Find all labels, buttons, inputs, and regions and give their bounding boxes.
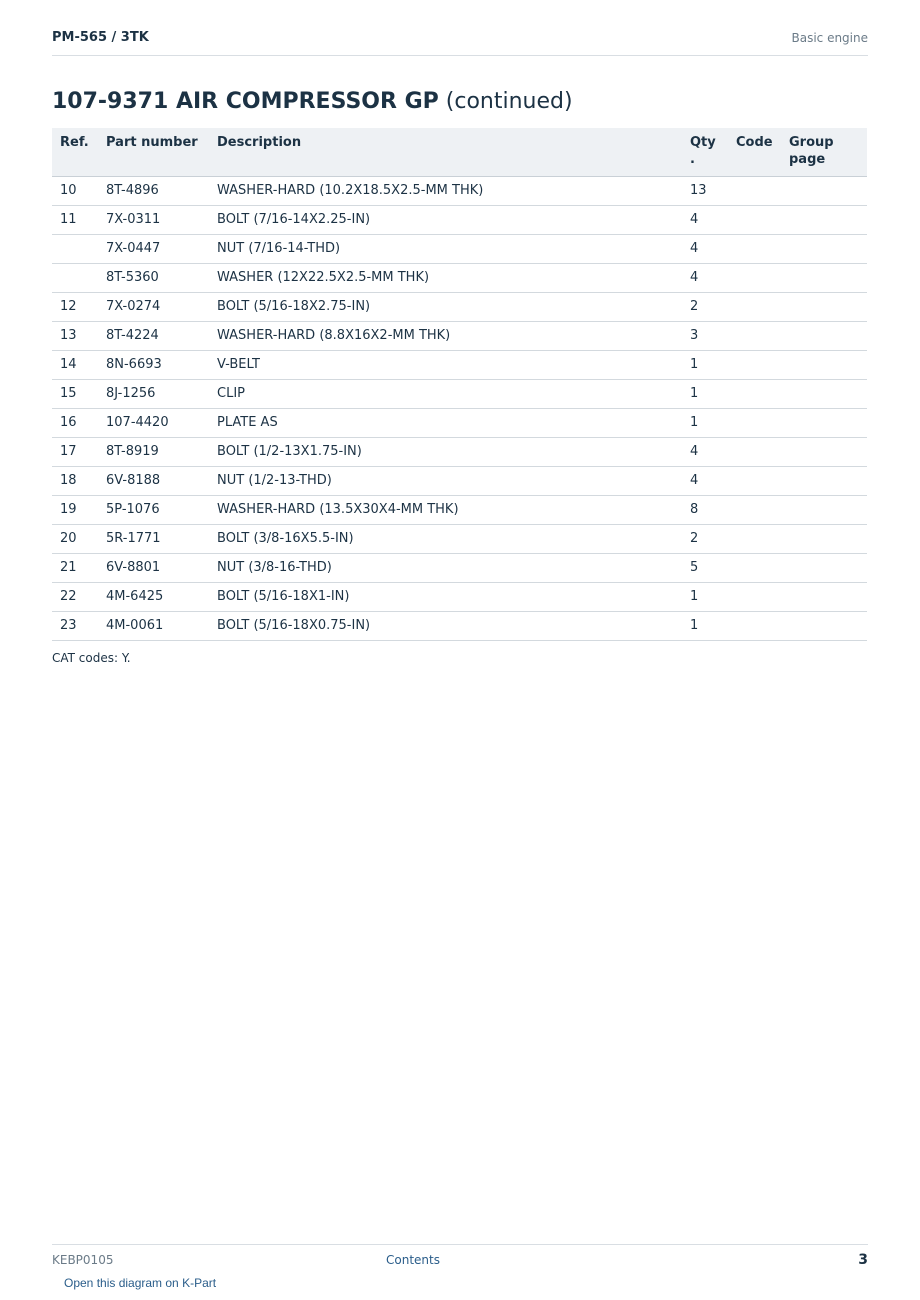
qty-cell: 4 (682, 234, 728, 263)
part-number-cell: 8T-4224 (98, 321, 209, 350)
footer-document-code: KEBP0105 (52, 1253, 114, 1267)
table-row (52, 292, 867, 321)
qty-cell: 3 (682, 321, 728, 350)
qty-cell: 4 (682, 205, 728, 234)
group-page-cell (781, 321, 867, 350)
description-cell: WASHER (12X22.5X2.5-MM THK) (209, 263, 682, 292)
description-cell: CLIP (209, 379, 682, 408)
qty-cell: 2 (682, 292, 728, 321)
group-page-cell (781, 379, 867, 408)
code-cell (728, 292, 781, 321)
table-row (52, 524, 867, 553)
open-diagram-link[interactable]: Open this diagram on K-Part (64, 1276, 217, 1290)
part-number-cell: 6V-8801 (98, 553, 209, 582)
ref-cell: 16 (52, 408, 98, 437)
table-row (52, 466, 867, 495)
code-cell (728, 466, 781, 495)
assembly-title: 107-9371 AIR COMPRESSOR GP (52, 89, 439, 114)
ref-cell: 19 (52, 495, 98, 524)
ref-cell: 22 (52, 582, 98, 611)
part-number-cell: 107-4420 (98, 408, 209, 437)
table-row (52, 611, 867, 640)
table-header-row (52, 128, 867, 176)
ref-cell (52, 263, 98, 292)
group-page-cell (781, 292, 867, 321)
part-number-cell: 4M-0061 (98, 611, 209, 640)
code-cell (728, 611, 781, 640)
qty-cell: 1 (682, 379, 728, 408)
code-cell (728, 263, 781, 292)
group-page-cell (781, 437, 867, 466)
code-cell (728, 408, 781, 437)
description-cell: WASHER-HARD (8.8X16X2-MM THK) (209, 321, 682, 350)
table-row (52, 263, 867, 292)
part-number-cell: 8J-1256 (98, 379, 209, 408)
table-row (52, 553, 867, 582)
column-header-code: Code (728, 128, 781, 176)
part-number-cell: 6V-8188 (98, 466, 209, 495)
code-cell (728, 379, 781, 408)
contents-link[interactable]: Contents (386, 1253, 440, 1267)
table-row (52, 321, 867, 350)
table-row (52, 408, 867, 437)
group-page-cell (781, 611, 867, 640)
column-header-qty: Qty . (682, 128, 728, 176)
group-page-cell (781, 263, 867, 292)
table-row (52, 176, 867, 205)
code-cell (728, 350, 781, 379)
group-page-cell (781, 553, 867, 582)
code-cell (728, 205, 781, 234)
qty-cell: 8 (682, 495, 728, 524)
group-page-cell (781, 495, 867, 524)
parts-table (52, 128, 867, 641)
group-page-cell (781, 176, 867, 205)
description-cell: NUT (7/16-14-THD) (209, 234, 682, 263)
table-row (52, 234, 867, 263)
column-header-group-page: Group page (781, 128, 867, 176)
ref-cell (52, 234, 98, 263)
description-cell: NUT (3/8-16-THD) (209, 553, 682, 582)
table-body (52, 176, 867, 640)
footer-divider (52, 1244, 868, 1245)
ref-cell: 23 (52, 611, 98, 640)
part-number-cell: 7X-0447 (98, 234, 209, 263)
table-row (52, 437, 867, 466)
qty-cell: 1 (682, 408, 728, 437)
table-row (52, 379, 867, 408)
code-cell (728, 321, 781, 350)
group-page-cell (781, 408, 867, 437)
description-cell: BOLT (5/16-18X0.75-IN) (209, 611, 682, 640)
code-cell (728, 176, 781, 205)
description-cell: NUT (1/2-13-THD) (209, 466, 682, 495)
part-number-cell: 7X-0274 (98, 292, 209, 321)
code-cell (728, 553, 781, 582)
ref-cell: 21 (52, 553, 98, 582)
group-page-cell (781, 524, 867, 553)
column-header-description: Description (209, 128, 682, 176)
group-page-cell (781, 234, 867, 263)
qty-cell: 1 (682, 350, 728, 379)
table-row (52, 582, 867, 611)
qty-cell: 2 (682, 524, 728, 553)
qty-cell: 13 (682, 176, 728, 205)
ref-cell: 13 (52, 321, 98, 350)
part-number-cell: 5P-1076 (98, 495, 209, 524)
section-name: Basic engine (791, 31, 868, 45)
description-cell: WASHER-HARD (10.2X18.5X2.5-MM THK) (209, 176, 682, 205)
qty-cell: 5 (682, 553, 728, 582)
code-cell (728, 524, 781, 553)
page-header (52, 28, 868, 56)
document-reference: PM-565 / 3TK (52, 30, 149, 45)
table-row (52, 350, 867, 379)
description-cell: BOLT (3/8-16X5.5-IN) (209, 524, 682, 553)
part-number-cell: 4M-6425 (98, 582, 209, 611)
description-cell: BOLT (1/2-13X1.75-IN) (209, 437, 682, 466)
qty-cell: 4 (682, 466, 728, 495)
qty-cell: 4 (682, 263, 728, 292)
group-page-cell (781, 350, 867, 379)
ref-cell: 10 (52, 176, 98, 205)
table-row (52, 205, 867, 234)
code-cell (728, 437, 781, 466)
description-cell: BOLT (7/16-14X2.25-IN) (209, 205, 682, 234)
part-number-cell: 5R-1771 (98, 524, 209, 553)
ref-cell: 17 (52, 437, 98, 466)
description-cell: V-BELT (209, 350, 682, 379)
group-page-cell (781, 582, 867, 611)
table-row (52, 495, 867, 524)
column-header-ref: Ref. (52, 128, 98, 176)
ref-cell: 11 (52, 205, 98, 234)
description-cell: WASHER-HARD (13.5X30X4-MM THK) (209, 495, 682, 524)
description-cell: PLATE AS (209, 408, 682, 437)
part-number-cell: 8T-5360 (98, 263, 209, 292)
ref-cell: 12 (52, 292, 98, 321)
ref-cell: 15 (52, 379, 98, 408)
qty-cell: 1 (682, 611, 728, 640)
part-number-cell: 7X-0311 (98, 205, 209, 234)
qty-cell: 1 (682, 582, 728, 611)
part-number-cell: 8N-6693 (98, 350, 209, 379)
code-cell (728, 495, 781, 524)
code-cell (728, 234, 781, 263)
continued-label: (continued) (445, 89, 573, 114)
ref-cell: 18 (52, 466, 98, 495)
cat-codes-note: CAT codes: Y. (52, 651, 131, 665)
group-page-cell (781, 466, 867, 495)
code-cell (728, 582, 781, 611)
page-number: 3 (858, 1252, 868, 1268)
ref-cell: 20 (52, 524, 98, 553)
part-number-cell: 8T-8919 (98, 437, 209, 466)
ref-cell: 14 (52, 350, 98, 379)
description-cell: BOLT (5/16-18X2.75-IN) (209, 292, 682, 321)
qty-cell: 4 (682, 437, 728, 466)
group-page-cell (781, 205, 867, 234)
part-number-cell: 8T-4896 (98, 176, 209, 205)
description-cell: BOLT (5/16-18X1-IN) (209, 582, 682, 611)
page-title (52, 89, 573, 114)
column-header-part-number: Part number (98, 128, 209, 176)
